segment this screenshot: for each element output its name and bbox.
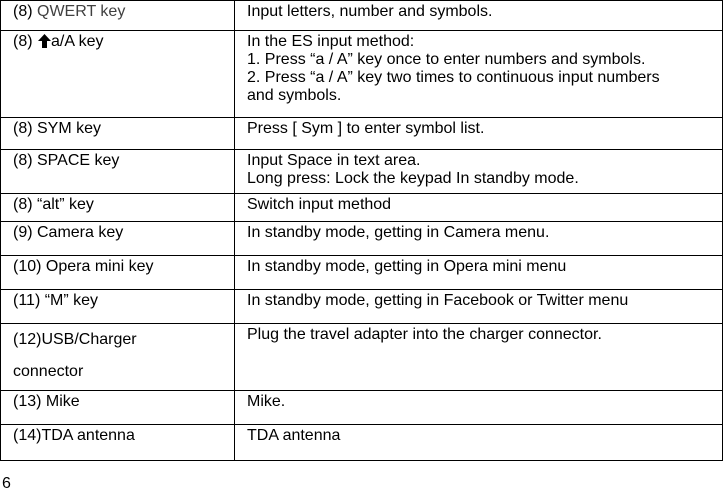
desc-cell (235, 194, 723, 222)
key-label: (8) SPACE key (13, 152, 120, 169)
key-label: (14)TDA antenna (13, 427, 135, 444)
shift-up-arrow-icon (38, 34, 51, 48)
key-label: (10) Opera mini key (13, 258, 154, 275)
key-cell (1, 324, 235, 391)
desc-cell (235, 118, 723, 150)
key-prefix: (8) (13, 3, 37, 20)
key-label: (8) “alt” key (13, 196, 94, 213)
key-cell (1, 256, 235, 290)
key-cell (1, 194, 235, 222)
desc-line: In standby mode, getting in Camera menu. (247, 224, 550, 241)
desc-cell (235, 324, 723, 391)
key-cell (1, 222, 235, 256)
key-cell (1, 31, 235, 118)
key-label: (12)USB/Charger (13, 331, 137, 348)
table-row (1, 324, 723, 391)
desc-line: 2. Press “a / A” key two times to continuous input numbers (247, 69, 660, 86)
table-row (1, 150, 723, 194)
desc-line: and symbols. (247, 87, 342, 104)
table-row (1, 194, 723, 222)
key-cell (1, 1, 235, 31)
key-cell (1, 118, 235, 150)
table-row (1, 1, 723, 31)
desc-cell (235, 1, 723, 31)
desc-cell (235, 31, 723, 118)
page-number: 6 (2, 475, 11, 492)
desc-line: Mike. (247, 393, 286, 410)
desc-line: Switch input method (247, 196, 392, 213)
desc-line: In the ES input method: (247, 33, 415, 50)
desc-line: Plug the travel adapter into the charger connector. (247, 326, 602, 343)
desc-line: In standby mode, getting in Opera mini menu (247, 258, 567, 275)
desc-cell (235, 290, 723, 324)
desc-cell (235, 391, 723, 425)
key-label: (11) “M” key (13, 292, 99, 309)
key-label: (13) Mike (13, 393, 80, 410)
desc-cell (235, 222, 723, 256)
table-row (1, 118, 723, 150)
desc-cell (235, 425, 723, 461)
table-row (1, 391, 723, 425)
table-row (1, 256, 723, 290)
desc-line: In standby mode, getting in Facebook or Twitter menu (247, 292, 629, 309)
key-label: (9) Camera key (13, 224, 124, 241)
desc-line: Long press: Lock the keypad In standby mode. (247, 170, 579, 187)
key-cell (1, 150, 235, 194)
table-row (1, 222, 723, 256)
desc-line: Input letters, number and symbols. (247, 3, 493, 20)
key-label: a/A key (51, 33, 104, 50)
desc-line: 1. Press “a / A” key once to enter numbers and symbols. (247, 51, 646, 68)
key-cell (1, 391, 235, 425)
key-cell (1, 425, 235, 461)
table-row (1, 31, 723, 118)
key-label: (8) SYM key (13, 120, 102, 137)
table-row (1, 425, 723, 461)
desc-cell (235, 256, 723, 290)
key-cell (1, 290, 235, 324)
key-label: connector (13, 363, 84, 380)
key-label: QWERT key (37, 3, 126, 20)
key-prefix: (8) (13, 33, 37, 50)
desc-line: TDA antenna (247, 427, 341, 444)
desc-cell (235, 150, 723, 194)
desc-line: Press [ Sym ] to enter symbol list. (247, 120, 485, 137)
table-row (1, 290, 723, 324)
desc-line: Input Space in text area. (247, 152, 421, 169)
